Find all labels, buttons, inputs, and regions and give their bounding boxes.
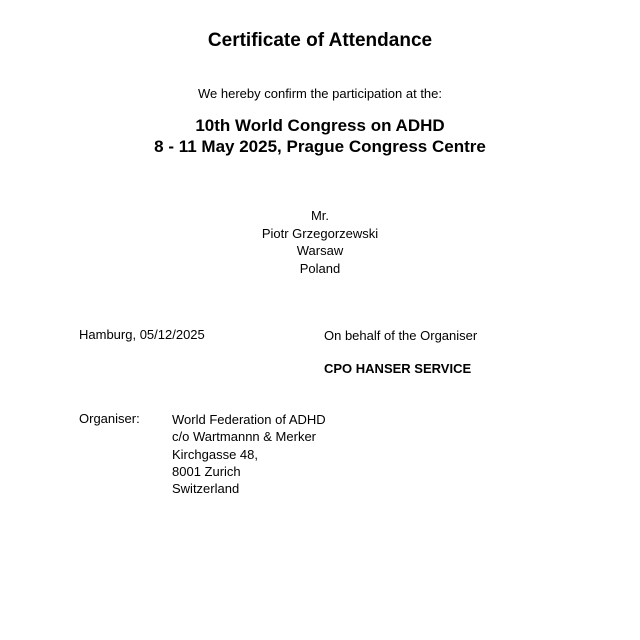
participant-block (0, 207, 640, 277)
organiser-address-line: World Federation of ADHD (172, 412, 326, 427)
certificate-title: Certificate of Attendance (207, 30, 433, 51)
organiser-address-line: c/o Wartmannn & Merker (172, 429, 317, 445)
service-name: CPO HANSER SERVICE (324, 361, 472, 376)
organiser-address-line: Switzerland (172, 481, 240, 497)
organiser-address (172, 411, 326, 497)
event-block (0, 115, 640, 157)
event-name: 10th World Congress on ADHD (195, 116, 445, 135)
place-date: Hamburg, 05/12/2025 (79, 327, 205, 342)
participant-salutation: Mr. (310, 208, 330, 223)
organiser-address-line: Kirchgasse 48, (172, 446, 258, 462)
participant-name: Piotr Grzegorzewski (261, 225, 379, 241)
organiser-address-line: 8001 Zurich (172, 463, 241, 479)
on-behalf-text: On behalf of the Organiser (324, 328, 478, 343)
organiser-label: Organiser: (79, 411, 140, 426)
participant-country: Poland (299, 260, 341, 276)
event-details: 8 - 11 May 2025, Prague Congress Centre (154, 137, 486, 156)
confirmation-intro: We hereby confirm the participation at the: (198, 86, 442, 101)
participant-city: Warsaw (296, 243, 344, 258)
